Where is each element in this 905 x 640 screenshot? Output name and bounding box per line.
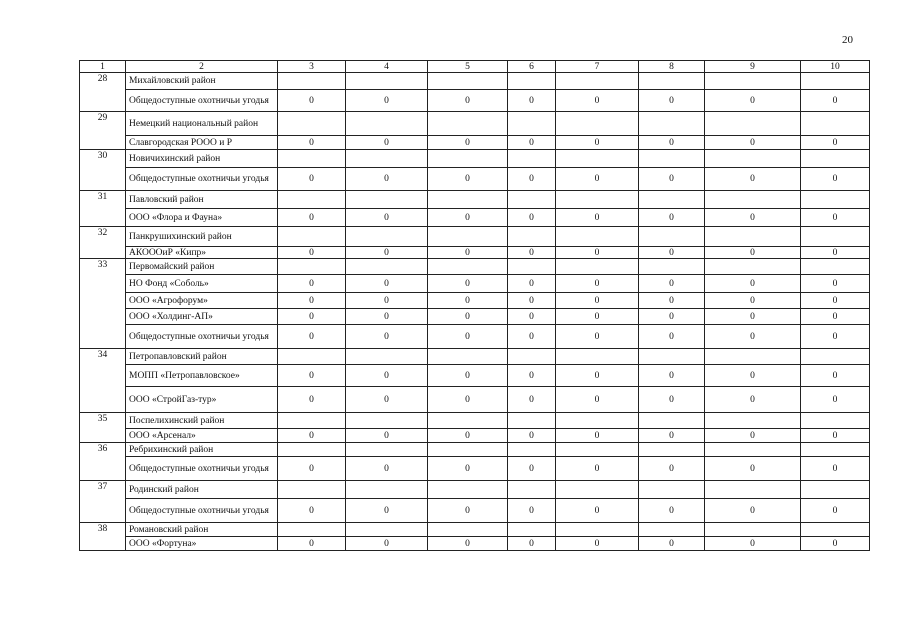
empty-cell: [428, 259, 508, 275]
empty-cell: [801, 191, 870, 209]
empty-cell: [801, 413, 870, 429]
empty-cell: [508, 112, 556, 136]
value-cell: 0: [346, 90, 428, 112]
value-cell: 0: [556, 429, 639, 443]
empty-cell: [278, 150, 346, 168]
row-number: 33: [80, 259, 126, 349]
empty-cell: [556, 481, 639, 499]
empty-cell: [556, 150, 639, 168]
empty-cell: [705, 523, 801, 537]
empty-cell: [346, 443, 428, 457]
district-name: Петропавловский район: [126, 349, 278, 365]
district-name: Михайловский район: [126, 73, 278, 90]
row-number: 35: [80, 413, 126, 443]
organization-name: ООО «Фортуна»: [126, 537, 278, 551]
value-cell: 0: [508, 537, 556, 551]
value-cell: 0: [801, 499, 870, 523]
value-cell: 0: [508, 365, 556, 387]
header-cell: 8: [639, 61, 705, 73]
value-cell: 0: [508, 247, 556, 259]
value-cell: 0: [278, 387, 346, 413]
empty-cell: [508, 443, 556, 457]
empty-cell: [278, 73, 346, 90]
value-cell: 0: [278, 499, 346, 523]
organization-row: [80, 457, 870, 481]
value-cell: 0: [278, 537, 346, 551]
value-cell: 0: [346, 387, 428, 413]
empty-cell: [428, 73, 508, 90]
value-cell: 0: [278, 325, 346, 349]
empty-cell: [346, 413, 428, 429]
value-cell: 0: [346, 136, 428, 150]
value-cell: 0: [428, 325, 508, 349]
organization-name: ООО «Холдинг-АП»: [126, 309, 278, 325]
district-row: [80, 443, 870, 457]
value-cell: 0: [428, 365, 508, 387]
empty-cell: [801, 227, 870, 247]
value-cell: 0: [508, 209, 556, 227]
empty-cell: [705, 73, 801, 90]
value-cell: 0: [508, 429, 556, 443]
organization-row: [80, 293, 870, 309]
empty-cell: [801, 523, 870, 537]
value-cell: 0: [346, 209, 428, 227]
value-cell: 0: [801, 293, 870, 309]
value-cell: 0: [428, 537, 508, 551]
value-cell: 0: [705, 275, 801, 293]
value-cell: 0: [639, 275, 705, 293]
value-cell: 0: [508, 309, 556, 325]
empty-cell: [801, 481, 870, 499]
value-cell: 0: [639, 90, 705, 112]
empty-cell: [278, 443, 346, 457]
district-name: Романовский район: [126, 523, 278, 537]
value-cell: 0: [705, 429, 801, 443]
value-cell: 0: [346, 309, 428, 325]
value-cell: 0: [705, 136, 801, 150]
value-cell: 0: [346, 247, 428, 259]
row-number: 38: [80, 523, 126, 551]
empty-cell: [346, 112, 428, 136]
value-cell: 0: [346, 325, 428, 349]
empty-cell: [346, 227, 428, 247]
value-cell: 0: [278, 136, 346, 150]
value-cell: 0: [705, 325, 801, 349]
value-cell: 0: [278, 247, 346, 259]
organization-row: [80, 499, 870, 523]
empty-cell: [428, 443, 508, 457]
organization-row: [80, 429, 870, 443]
empty-cell: [639, 523, 705, 537]
value-cell: 0: [801, 136, 870, 150]
value-cell: 0: [508, 90, 556, 112]
empty-cell: [556, 191, 639, 209]
empty-cell: [508, 73, 556, 90]
organization-name: Славгородская РООО и Р: [126, 136, 278, 150]
empty-cell: [705, 227, 801, 247]
value-cell: 0: [278, 275, 346, 293]
organization-name: Общедоступные охотничьи угодья: [126, 90, 278, 112]
district-name: Павловский район: [126, 191, 278, 209]
empty-cell: [556, 349, 639, 365]
empty-cell: [508, 523, 556, 537]
value-cell: 0: [705, 499, 801, 523]
header-cell: 4: [346, 61, 428, 73]
district-name: Поспелихинский район: [126, 413, 278, 429]
value-cell: 0: [428, 247, 508, 259]
value-cell: 0: [428, 429, 508, 443]
district-row: [80, 413, 870, 429]
empty-cell: [278, 259, 346, 275]
value-cell: 0: [508, 275, 556, 293]
value-cell: 0: [428, 209, 508, 227]
value-cell: 0: [428, 90, 508, 112]
district-name: Первомайский район: [126, 259, 278, 275]
empty-cell: [801, 349, 870, 365]
empty-cell: [556, 73, 639, 90]
district-row: [80, 523, 870, 537]
empty-cell: [639, 150, 705, 168]
empty-cell: [346, 259, 428, 275]
row-number: 28: [80, 73, 126, 112]
value-cell: 0: [556, 325, 639, 349]
district-row: [80, 73, 870, 90]
value-cell: 0: [346, 457, 428, 481]
district-name: Панкрушихинский район: [126, 227, 278, 247]
empty-cell: [801, 150, 870, 168]
value-cell: 0: [556, 90, 639, 112]
value-cell: 0: [705, 168, 801, 191]
value-cell: 0: [801, 168, 870, 191]
organization-name: Общедоступные охотничьи угодья: [126, 499, 278, 523]
empty-cell: [639, 73, 705, 90]
row-number: 29: [80, 112, 126, 150]
value-cell: 0: [639, 136, 705, 150]
row-number: 31: [80, 191, 126, 227]
header-row: [80, 61, 870, 73]
value-cell: 0: [556, 387, 639, 413]
value-cell: 0: [705, 365, 801, 387]
district-row: [80, 481, 870, 499]
value-cell: 0: [508, 136, 556, 150]
header-cell: 2: [126, 61, 278, 73]
organization-row: [80, 209, 870, 227]
value-cell: 0: [556, 499, 639, 523]
page-number: 20: [842, 34, 853, 46]
value-cell: 0: [428, 309, 508, 325]
empty-cell: [278, 523, 346, 537]
header-cell: 7: [556, 61, 639, 73]
value-cell: 0: [639, 168, 705, 191]
row-number: 32: [80, 227, 126, 259]
value-cell: 0: [428, 275, 508, 293]
value-cell: 0: [639, 365, 705, 387]
value-cell: 0: [508, 457, 556, 481]
empty-cell: [705, 259, 801, 275]
organization-row: [80, 325, 870, 349]
empty-cell: [556, 227, 639, 247]
value-cell: 0: [278, 168, 346, 191]
empty-cell: [556, 112, 639, 136]
organization-row: [80, 387, 870, 413]
value-cell: 0: [428, 457, 508, 481]
empty-cell: [508, 227, 556, 247]
value-cell: 0: [508, 325, 556, 349]
value-cell: 0: [346, 429, 428, 443]
empty-cell: [428, 227, 508, 247]
value-cell: 0: [639, 457, 705, 481]
value-cell: 0: [801, 457, 870, 481]
empty-cell: [278, 112, 346, 136]
value-cell: 0: [428, 293, 508, 309]
value-cell: 0: [556, 309, 639, 325]
empty-cell: [801, 443, 870, 457]
empty-cell: [428, 413, 508, 429]
value-cell: 0: [278, 209, 346, 227]
empty-cell: [428, 150, 508, 168]
empty-cell: [556, 413, 639, 429]
value-cell: 0: [801, 537, 870, 551]
value-cell: 0: [801, 209, 870, 227]
value-cell: 0: [639, 499, 705, 523]
header-cell: 6: [508, 61, 556, 73]
value-cell: 0: [556, 168, 639, 191]
value-cell: 0: [346, 275, 428, 293]
empty-cell: [346, 349, 428, 365]
value-cell: 0: [556, 275, 639, 293]
value-cell: 0: [556, 365, 639, 387]
value-cell: 0: [705, 90, 801, 112]
empty-cell: [705, 112, 801, 136]
district-row: [80, 259, 870, 275]
empty-cell: [428, 191, 508, 209]
value-cell: 0: [705, 457, 801, 481]
header-cell: 3: [278, 61, 346, 73]
header-cell: 10: [801, 61, 870, 73]
empty-cell: [556, 443, 639, 457]
value-cell: 0: [705, 293, 801, 309]
value-cell: 0: [556, 457, 639, 481]
value-cell: 0: [801, 90, 870, 112]
empty-cell: [705, 349, 801, 365]
organization-name: ООО «Агрофорум»: [126, 293, 278, 309]
organization-name: ООО «Флора и Фауна»: [126, 209, 278, 227]
organization-name: ООО «СтройГаз-тур»: [126, 387, 278, 413]
value-cell: 0: [705, 309, 801, 325]
value-cell: 0: [508, 499, 556, 523]
organization-row: [80, 247, 870, 259]
value-cell: 0: [639, 209, 705, 227]
value-cell: 0: [639, 429, 705, 443]
organization-row: [80, 90, 870, 112]
empty-cell: [705, 150, 801, 168]
empty-cell: [428, 523, 508, 537]
header-cell: 1: [80, 61, 126, 73]
organization-name: НО Фонд «Соболь»: [126, 275, 278, 293]
value-cell: 0: [278, 457, 346, 481]
value-cell: 0: [556, 537, 639, 551]
value-cell: 0: [639, 387, 705, 413]
empty-cell: [639, 191, 705, 209]
organization-name: Общедоступные охотничьи угодья: [126, 168, 278, 191]
row-number: 37: [80, 481, 126, 523]
organization-row: [80, 365, 870, 387]
empty-cell: [705, 443, 801, 457]
value-cell: 0: [346, 365, 428, 387]
empty-cell: [508, 150, 556, 168]
row-number: 34: [80, 349, 126, 413]
value-cell: 0: [801, 325, 870, 349]
empty-cell: [705, 191, 801, 209]
empty-cell: [346, 191, 428, 209]
empty-cell: [346, 481, 428, 499]
empty-cell: [346, 150, 428, 168]
value-cell: 0: [639, 293, 705, 309]
row-number: 36: [80, 443, 126, 481]
value-cell: 0: [556, 209, 639, 227]
value-cell: 0: [801, 429, 870, 443]
empty-cell: [278, 191, 346, 209]
value-cell: 0: [428, 136, 508, 150]
value-cell: 0: [278, 365, 346, 387]
empty-cell: [508, 191, 556, 209]
value-cell: 0: [556, 136, 639, 150]
header-cell: 5: [428, 61, 508, 73]
value-cell: 0: [428, 168, 508, 191]
value-cell: 0: [346, 293, 428, 309]
organization-row: [80, 309, 870, 325]
value-cell: 0: [508, 387, 556, 413]
value-cell: 0: [346, 168, 428, 191]
value-cell: 0: [639, 309, 705, 325]
district-row: [80, 227, 870, 247]
value-cell: 0: [428, 499, 508, 523]
district-row: [80, 349, 870, 365]
organization-row: [80, 168, 870, 191]
empty-cell: [639, 259, 705, 275]
empty-cell: [801, 259, 870, 275]
value-cell: 0: [346, 499, 428, 523]
value-cell: 0: [278, 429, 346, 443]
organization-name: АКОООиР «Кипр»: [126, 247, 278, 259]
empty-cell: [278, 349, 346, 365]
empty-cell: [508, 413, 556, 429]
empty-cell: [705, 481, 801, 499]
value-cell: 0: [508, 293, 556, 309]
organization-row: [80, 537, 870, 551]
district-name: Родинский район: [126, 481, 278, 499]
empty-cell: [801, 112, 870, 136]
organization-name: МОПП «Петропавловское»: [126, 365, 278, 387]
organization-name: ООО «Арсенал»: [126, 429, 278, 443]
empty-cell: [278, 413, 346, 429]
empty-cell: [639, 413, 705, 429]
empty-cell: [278, 481, 346, 499]
empty-cell: [639, 349, 705, 365]
empty-cell: [278, 227, 346, 247]
value-cell: 0: [278, 90, 346, 112]
row-number: 30: [80, 150, 126, 191]
empty-cell: [428, 349, 508, 365]
empty-cell: [801, 73, 870, 90]
organization-row: [80, 275, 870, 293]
value-cell: 0: [801, 365, 870, 387]
value-cell: 0: [346, 537, 428, 551]
value-cell: 0: [801, 309, 870, 325]
district-name: Ребрихинский район: [126, 443, 278, 457]
value-cell: 0: [705, 247, 801, 259]
empty-cell: [346, 523, 428, 537]
empty-cell: [639, 443, 705, 457]
report-table: [79, 60, 870, 551]
district-row: [80, 191, 870, 209]
organization-row: [80, 136, 870, 150]
value-cell: 0: [705, 209, 801, 227]
empty-cell: [428, 481, 508, 499]
empty-cell: [705, 413, 801, 429]
empty-cell: [428, 112, 508, 136]
district-row: [80, 150, 870, 168]
value-cell: 0: [428, 387, 508, 413]
value-cell: 0: [705, 387, 801, 413]
empty-cell: [639, 227, 705, 247]
empty-cell: [639, 112, 705, 136]
empty-cell: [508, 349, 556, 365]
organization-name: Общедоступные охотничьи угодья: [126, 325, 278, 349]
organization-name: Общедоступные охотничьи угодья: [126, 457, 278, 481]
value-cell: 0: [278, 293, 346, 309]
district-row: [80, 112, 870, 136]
value-cell: 0: [556, 247, 639, 259]
value-cell: 0: [639, 537, 705, 551]
value-cell: 0: [508, 168, 556, 191]
district-name: Немецкий национальный район: [126, 112, 278, 136]
value-cell: 0: [639, 325, 705, 349]
empty-cell: [508, 259, 556, 275]
empty-cell: [639, 481, 705, 499]
empty-cell: [556, 259, 639, 275]
empty-cell: [556, 523, 639, 537]
value-cell: 0: [801, 275, 870, 293]
value-cell: 0: [705, 537, 801, 551]
empty-cell: [508, 481, 556, 499]
value-cell: 0: [801, 387, 870, 413]
header-cell: 9: [705, 61, 801, 73]
empty-cell: [346, 73, 428, 90]
district-name: Новичихинский район: [126, 150, 278, 168]
value-cell: 0: [278, 309, 346, 325]
value-cell: 0: [556, 293, 639, 309]
value-cell: 0: [639, 247, 705, 259]
value-cell: 0: [801, 247, 870, 259]
